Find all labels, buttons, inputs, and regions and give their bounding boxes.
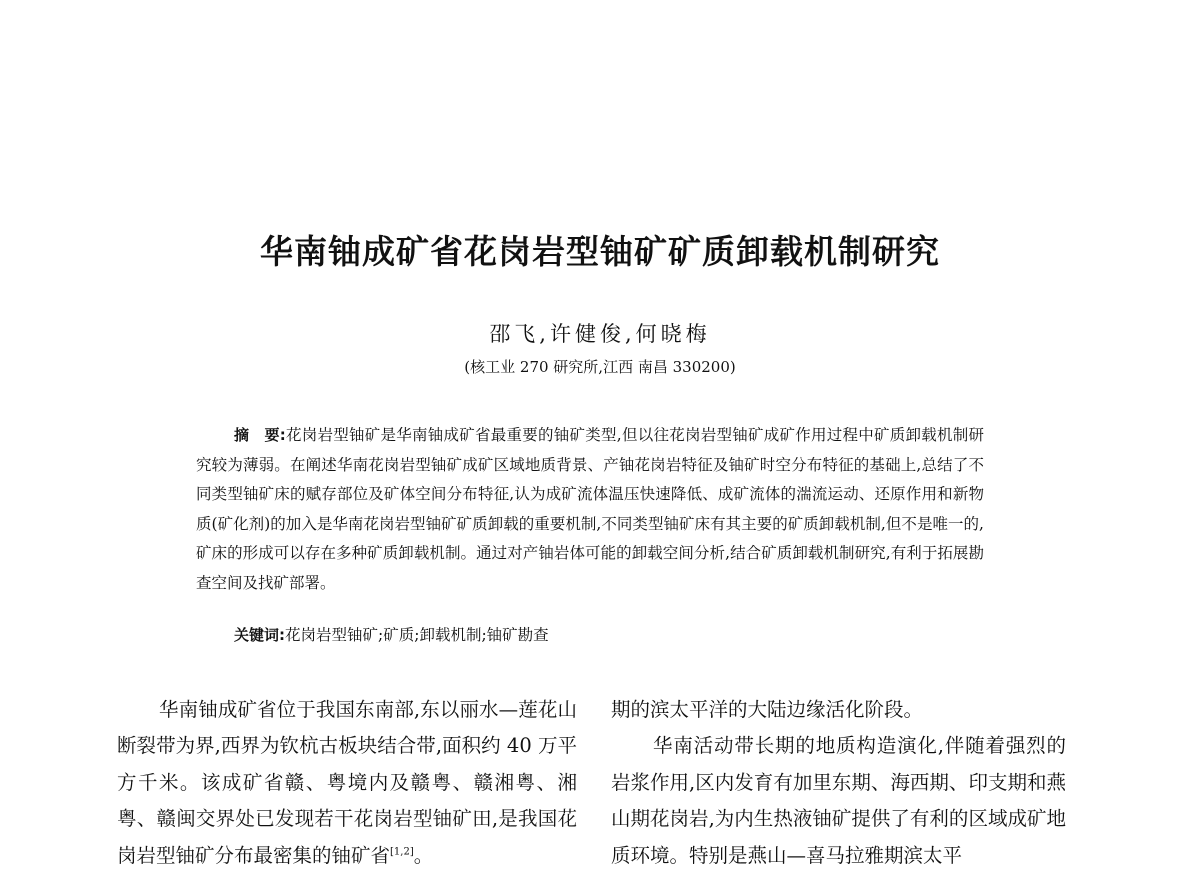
keywords — [234, 622, 549, 648]
citation-reference: [1,2] — [390, 846, 414, 858]
paper-title: 华南铀成矿省花岗岩型铀矿矿质卸载机制研究 — [260, 232, 940, 271]
abstract-text: 花岗岩型铀矿是华南铀成矿省最重要的铀矿类型,但以往花岗岩型铀矿成矿作用过程中矿质卸载机制研究较为薄弱。在阐述华南花岗岩型铀矿成矿区域地质背景、产铀花岗岩特征及铀矿时空分布特征的基础上,总结了不同类型铀矿床的赋存部位及矿体空间分布特征,认为成矿流体温压快速降低、成矿流体的湍流运动、还原作用和新物质(矿化剂)的加入是华南花岗岩型铀矿矿质卸载的重要机制,不同类型铀矿床有其主要的矿质卸载机制,但不是唯一的,矿床的形成可以存在多种矿质卸载机制。通过对产铀岩体可能的卸载空间分析,结合矿质卸载机制研究,有利于拓展勘查空间及找矿部署。 — [196, 426, 985, 592]
keywords-label: 关键词: — [234, 626, 285, 644]
abstract — [196, 421, 984, 598]
body-paragraph: 华南活动带长期的地质构造演化,伴随着强烈的岩浆作用,区内发育有加里东期、海西期、印支期和燕山期花岗岩,为内生热液铀矿提供了有利的区域成矿地质环境。特别是燕山—喜马拉雅期滨太平 — [611, 734, 1066, 867]
body-column-right — [611, 692, 1066, 874]
author-affiliation: (核工业 270 研究所,江西 南昌 330200) — [464, 358, 736, 376]
paragraph-text: 华南铀成矿省位于我国东南部,东以丽水—莲花山断裂带为界,西界为钦杭古板块结合带,面积约 40 万平方千米。该成矿省赣、粤境内及赣粤、赣湘粤、湘粤、赣闽交界处已发现若干花岗岩型铀矿田,是我国花岗岩型铀矿分布最密集的铀矿省 — [117, 698, 577, 867]
paragraph-end: 。 — [413, 843, 434, 867]
keywords-text: 花岗岩型铀矿;矿质;卸载机制;铀矿勘查 — [285, 626, 549, 644]
author-list: 邵飞,许健俊,何晓梅 — [489, 322, 711, 346]
body-paragraph-continued: 期的滨太平洋的大陆边缘活化阶段。 — [611, 698, 924, 721]
abstract-label: 摘 要: — [234, 426, 286, 444]
body-column-left — [117, 692, 577, 874]
body-paragraph — [117, 692, 577, 874]
